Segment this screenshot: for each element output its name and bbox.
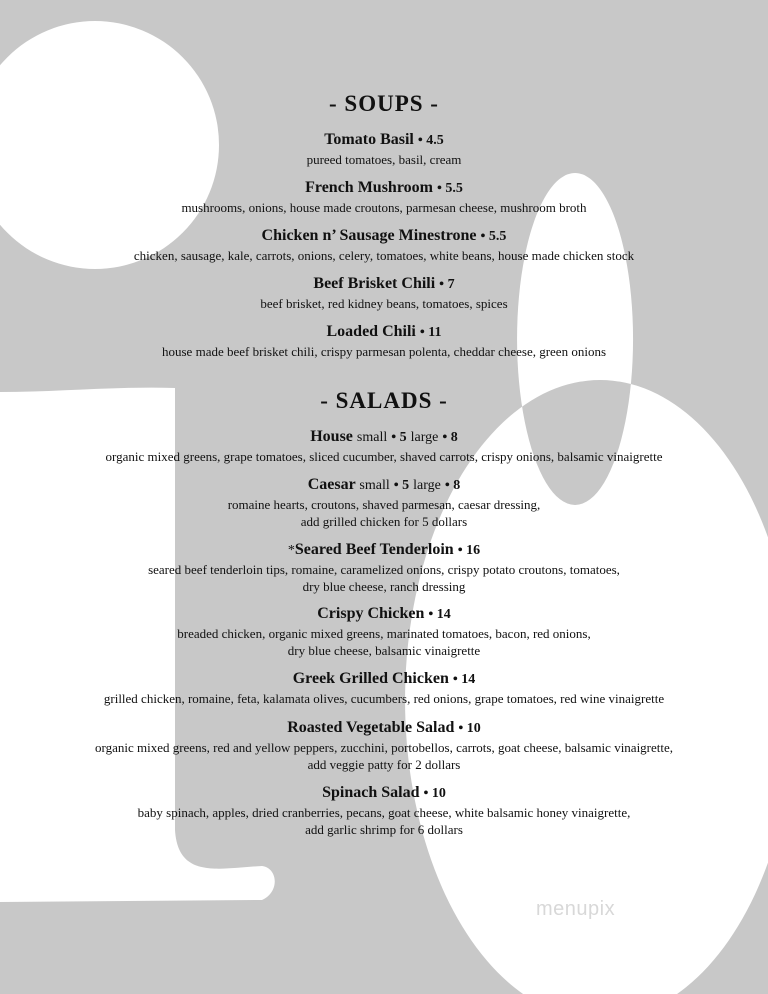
salads-heading: - SALADS - [320,388,448,413]
item-price: • 14 [452,672,476,687]
item-description: dry blue cheese, balsamic vinaigrette [287,643,481,658]
item-description: pureed tomatoes, basil, cream [306,152,462,167]
item-description: add grilled chicken for 5 dollars [300,514,468,529]
menu-item [0,274,768,312]
item-description: add garlic shrimp for 6 dollars [305,822,463,837]
item-description: grilled chicken, romaine, feta, kalamata olives, cucumbers, red onions, grape tomatoes, red wine vinaigrette [103,691,665,706]
item-price: • 5 [393,478,410,493]
item-name: Chicken n’ Sausage Minestrone [261,227,477,244]
item-name: French Mushroom [305,179,433,196]
item-name: Spinach Salad [322,784,420,801]
menu-item [0,718,768,773]
item-name: Greek Grilled Chicken [292,670,449,687]
size-label: large [413,478,441,493]
item-price: • 10 [423,786,446,801]
item-price: • 5.5 [436,181,463,196]
menu-item [0,783,768,838]
size-label: small [359,478,390,493]
item-price: • 16 [457,543,481,558]
size-label: large [410,430,439,445]
cafe-watermark: CAFE [545,619,716,672]
item-name: Beef Brisket Chili [313,275,436,292]
item-description: romaine hearts, croutons, shaved parmesan, caesar dressing, [227,497,541,512]
item-description: house made beef brisket chili, crispy parmesan polenta, cheddar cheese, green onions [162,344,606,359]
menu-item [0,427,768,465]
menu-item [0,178,768,216]
item-description: beef brisket, red kidney beans, tomatoes, spices [260,296,508,311]
menu-item [0,475,768,530]
item-name: Tomato Basil [324,131,414,148]
item-price: • 7 [439,277,455,292]
item-description: organic mixed greens, red and yellow peppers, zucchini, portobellos, carrots, goat cheese, balsamic vinaigrette, [94,740,674,755]
item-price: • 8 [444,478,461,493]
item-description: seared beef tenderloin tips, romaine, caramelized onions, crispy potato croutons, tomatoes, [148,562,620,577]
menu-item [0,669,768,707]
item-price: • 10 [458,721,481,736]
item-description: breaded chicken, organic mixed greens, marinated tomatoes, bacon, red onions, [177,626,591,641]
item-price: • 14 [428,607,451,622]
item-description: chicken, sausage, kale, carrots, onions, celery, tomatoes, white beans, house made chicken stock [133,248,635,263]
item-prefix: * [287,543,295,558]
item-description: baby spinach, apples, dried cranberries, pecans, goat cheese, white balsamic honey vinaigrette, [137,805,631,820]
size-label: small [356,430,388,445]
item-price: • 5.5 [480,229,507,244]
item-name: Roasted Vegetable Salad [287,719,455,736]
menu-item [0,322,768,360]
menu-item [0,540,768,595]
menu-item [0,604,768,659]
menu-item [0,226,768,264]
menupix-watermark: menupix [536,898,616,920]
item-name: Loaded Chili [326,323,416,340]
item-price: • 5 [391,430,407,445]
item-price: • 11 [419,325,442,340]
item-description: dry blue cheese, ranch dressing [302,579,466,594]
item-name: Seared Beef Tenderloin [294,541,454,558]
item-name: Caesar [307,476,356,493]
item-price: • 4.5 [417,133,444,148]
item-description: mushrooms, onions, house made croutons, parmesan cheese, mushroom broth [181,200,587,215]
item-price: • 8 [442,430,458,445]
item-description: add veggie patty for 2 dollars [307,757,461,772]
soups-heading: - SOUPS - [329,91,439,116]
item-name: Crispy Chicken [317,605,425,622]
menu-item [0,130,768,168]
item-description: organic mixed greens, grape tomatoes, sliced cucumber, shaved carrots, crispy onions, balsamic vinaigrette [105,449,663,464]
item-name: House [310,428,353,445]
